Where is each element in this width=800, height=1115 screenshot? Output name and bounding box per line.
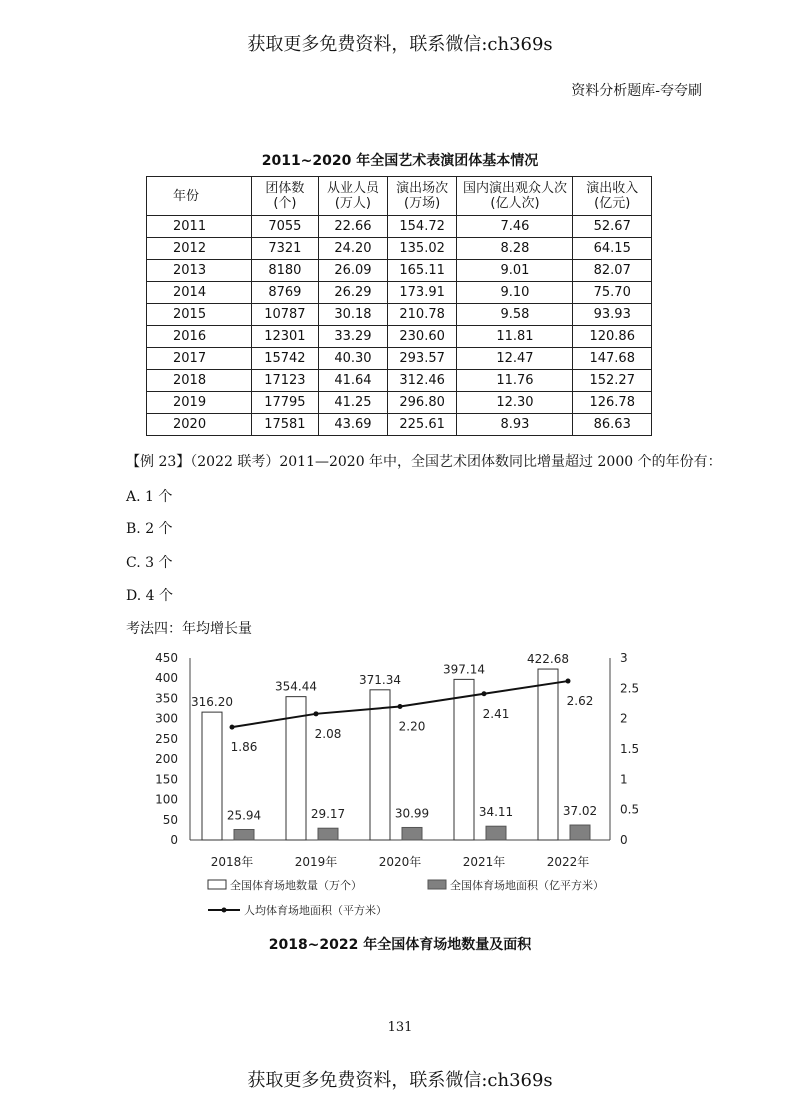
- header-right-label: 资料分析题库-夸夸刷: [571, 83, 702, 99]
- left-axis-tick: 350: [155, 691, 178, 706]
- data-label-venue-area: 29.17: [310, 807, 346, 822]
- table-cell: 41.25: [319, 392, 388, 414]
- table-cell: 12.47: [457, 348, 573, 370]
- data-label-venue-area: 34.11: [478, 805, 514, 820]
- footer-banner: 获取更多免费资料，联系微信:ch369s: [247, 1070, 553, 1091]
- option-c[interactable]: C. 3 个: [126, 555, 173, 571]
- table-cell: 8769: [251, 282, 318, 304]
- table-cell: 9.01: [457, 260, 573, 282]
- bar-venue-count: [370, 690, 390, 840]
- table-cell: 230.60: [387, 326, 457, 348]
- data-label-venue-count: 371.34: [359, 672, 401, 687]
- option-d[interactable]: D. 4 个: [126, 588, 173, 604]
- line-point-per-capita-area: [566, 679, 571, 684]
- question-stem: 【例 23】（2022 联考）2011—2020 年中，全国艺术团体数同比增量超过 2000 个的年份有：: [126, 454, 722, 470]
- left-axis-tick: 450: [155, 651, 178, 665]
- line-point-per-capita-area: [398, 704, 403, 709]
- table-row: [147, 414, 652, 436]
- line-point-per-capita-area: [314, 711, 319, 716]
- table-row: [147, 370, 652, 392]
- bar-venue-area: [570, 825, 590, 840]
- line-point-per-capita-area: [482, 691, 487, 696]
- chart-title: 2018~2022 年全国体育场地数量及面积: [268, 937, 532, 953]
- data-label-venue-area: 25.94: [226, 808, 262, 823]
- data-label-per-capita-area: 2.41: [482, 706, 510, 721]
- bar-venue-area: [318, 828, 338, 840]
- column-header: 团体数 (个): [251, 177, 318, 216]
- legend-swatch-venue-area: [428, 880, 446, 889]
- table-cell: 173.91: [387, 282, 457, 304]
- x-axis-tick: 2020年: [378, 855, 422, 869]
- table-row: [147, 348, 652, 370]
- table-cell: 8180: [251, 260, 318, 282]
- table-cell: 82.07: [573, 260, 652, 282]
- table-cell: 2011: [147, 216, 252, 238]
- table-cell: 10787: [251, 304, 318, 326]
- data-label-venue-area: 30.99: [394, 806, 430, 821]
- table-cell: 154.72: [387, 216, 457, 238]
- bar-venue-area: [486, 826, 506, 840]
- table-cell: 2014: [147, 282, 252, 304]
- table-cell: 43.69: [319, 414, 388, 436]
- table-cell: 152.27: [573, 370, 652, 392]
- table-cell: 2015: [147, 304, 252, 326]
- table-cell: 312.46: [387, 370, 457, 392]
- data-label-per-capita-area: 2.20: [398, 719, 426, 734]
- table-cell: 9.10: [457, 282, 573, 304]
- table-cell: 24.20: [319, 238, 388, 260]
- table-cell: 26.29: [319, 282, 388, 304]
- table-cell: 22.66: [319, 216, 388, 238]
- table-cell: 17123: [251, 370, 318, 392]
- table-row: [147, 326, 652, 348]
- table-row: [147, 260, 652, 282]
- data-label-venue-count: 422.68: [527, 652, 569, 667]
- x-axis-tick: 2022年: [546, 855, 590, 869]
- table-cell: 120.86: [573, 326, 652, 348]
- data-label-per-capita-area: 2.08: [314, 726, 342, 741]
- table-cell: 17795: [251, 392, 318, 414]
- table-cell: 2016: [147, 326, 252, 348]
- right-axis-tick: 0.5: [620, 802, 640, 817]
- data-table: [146, 176, 652, 436]
- table-cell: 12301: [251, 326, 318, 348]
- right-axis-tick: 0: [620, 833, 628, 847]
- right-axis-tick: 2.5: [620, 681, 640, 696]
- table-cell: 11.81: [457, 326, 573, 348]
- table-cell: 52.67: [573, 216, 652, 238]
- x-axis-tick: 2018年: [210, 855, 254, 869]
- table-cell: 86.63: [573, 414, 652, 436]
- table-cell: 33.29: [319, 326, 388, 348]
- left-axis-tick: 0: [170, 833, 178, 847]
- table-cell: 2013: [147, 260, 252, 282]
- data-label-per-capita-area: 2.62: [566, 694, 594, 709]
- column-header: 演出场次 (万场): [387, 177, 457, 216]
- column-header: 从业人员 (万人): [319, 177, 388, 216]
- table-cell: 15742: [251, 348, 318, 370]
- table-row: [147, 304, 652, 326]
- table-title: 2011~2020 年全国艺术表演团体基本情况: [261, 153, 539, 169]
- data-label-venue-count: 316.20: [191, 695, 233, 710]
- method-label: 考法四：年均增长量: [126, 621, 252, 637]
- legend-label-venue-area: 全国体育场地面积（亿平方米）: [450, 879, 604, 892]
- table-cell: 126.78: [573, 392, 652, 414]
- table-cell: 12.30: [457, 392, 573, 414]
- table-row: [147, 392, 652, 414]
- table-cell: 296.80: [387, 392, 457, 414]
- page-number: 131: [387, 1020, 413, 1035]
- column-header: 年份: [147, 177, 252, 216]
- table-cell: 165.11: [387, 260, 457, 282]
- table-cell: 17581: [251, 414, 318, 436]
- table-cell: 147.68: [573, 348, 652, 370]
- table-cell: 26.09: [319, 260, 388, 282]
- left-axis-tick: 250: [155, 731, 178, 746]
- data-label-venue-area: 37.02: [562, 804, 598, 819]
- left-axis-tick: 400: [155, 671, 178, 686]
- bar-venue-area: [402, 827, 422, 840]
- table-row: [147, 282, 652, 304]
- data-label-venue-count: 397.14: [443, 662, 485, 677]
- table-cell: 41.64: [319, 370, 388, 392]
- header-banner: 获取更多免费资料，联系微信:ch369s: [247, 34, 553, 55]
- column-header: 演出收入 (亿元): [573, 177, 652, 216]
- table-cell: 2020: [147, 414, 252, 436]
- table-cell: 2018: [147, 370, 252, 392]
- column-header: 国内演出观众人次 (亿人次): [457, 177, 573, 216]
- data-label-per-capita-area: 1.86: [230, 740, 258, 755]
- legend-swatch-venue-count: [208, 880, 226, 889]
- table-cell: 7055: [251, 216, 318, 238]
- option-b[interactable]: B. 2 个: [126, 521, 173, 537]
- combo-chart: [140, 640, 660, 930]
- left-axis-tick: 150: [155, 772, 178, 787]
- bar-venue-area: [234, 830, 254, 840]
- right-axis-tick: 2: [620, 711, 628, 726]
- legend-marker-per-capita-area: [222, 908, 227, 913]
- right-axis-tick: 1.5: [620, 742, 640, 756]
- table-cell: 135.02: [387, 238, 457, 260]
- table-cell: 225.61: [387, 414, 457, 436]
- option-a[interactable]: A. 1 个: [126, 489, 173, 505]
- table-cell: 2017: [147, 348, 252, 370]
- table-cell: 7.46: [457, 216, 573, 238]
- table-cell: 40.30: [319, 348, 388, 370]
- table-cell: 30.18: [319, 304, 388, 326]
- data-label-venue-count: 354.44: [275, 679, 317, 694]
- right-axis-tick: 3: [620, 651, 628, 665]
- left-axis-tick: 200: [155, 752, 178, 767]
- right-axis-tick: 1: [620, 772, 628, 787]
- bar-venue-count: [454, 679, 474, 840]
- legend-label-venue-count: 全国体育场地数量（万个）: [230, 879, 362, 892]
- table-cell: 2019: [147, 392, 252, 414]
- x-axis-tick: 2021年: [462, 855, 506, 869]
- line-point-per-capita-area: [230, 725, 235, 730]
- table-header-row: [147, 177, 652, 216]
- table-cell: 2012: [147, 238, 252, 260]
- table-cell: 9.58: [457, 304, 573, 326]
- table-row: [147, 216, 652, 238]
- left-axis-tick: 50: [162, 812, 178, 827]
- table-cell: 64.15: [573, 238, 652, 260]
- left-axis-tick: 300: [155, 711, 178, 726]
- left-axis-tick: 100: [155, 792, 178, 807]
- x-axis-tick: 2019年: [294, 855, 338, 869]
- table-cell: 8.93: [457, 414, 573, 436]
- table-cell: 8.28: [457, 238, 573, 260]
- table-body: [147, 216, 652, 436]
- table-cell: 210.78: [387, 304, 457, 326]
- bar-venue-count: [202, 712, 222, 840]
- table-cell: 7321: [251, 238, 318, 260]
- table-cell: 293.57: [387, 348, 457, 370]
- table-cell: 11.76: [457, 370, 573, 392]
- table-row: [147, 238, 652, 260]
- table-cell: 93.93: [573, 304, 652, 326]
- legend-label-per-capita-area: 人均体育场地面积（平方米）: [244, 904, 387, 917]
- table-cell: 75.70: [573, 282, 652, 304]
- bar-venue-count: [538, 669, 558, 840]
